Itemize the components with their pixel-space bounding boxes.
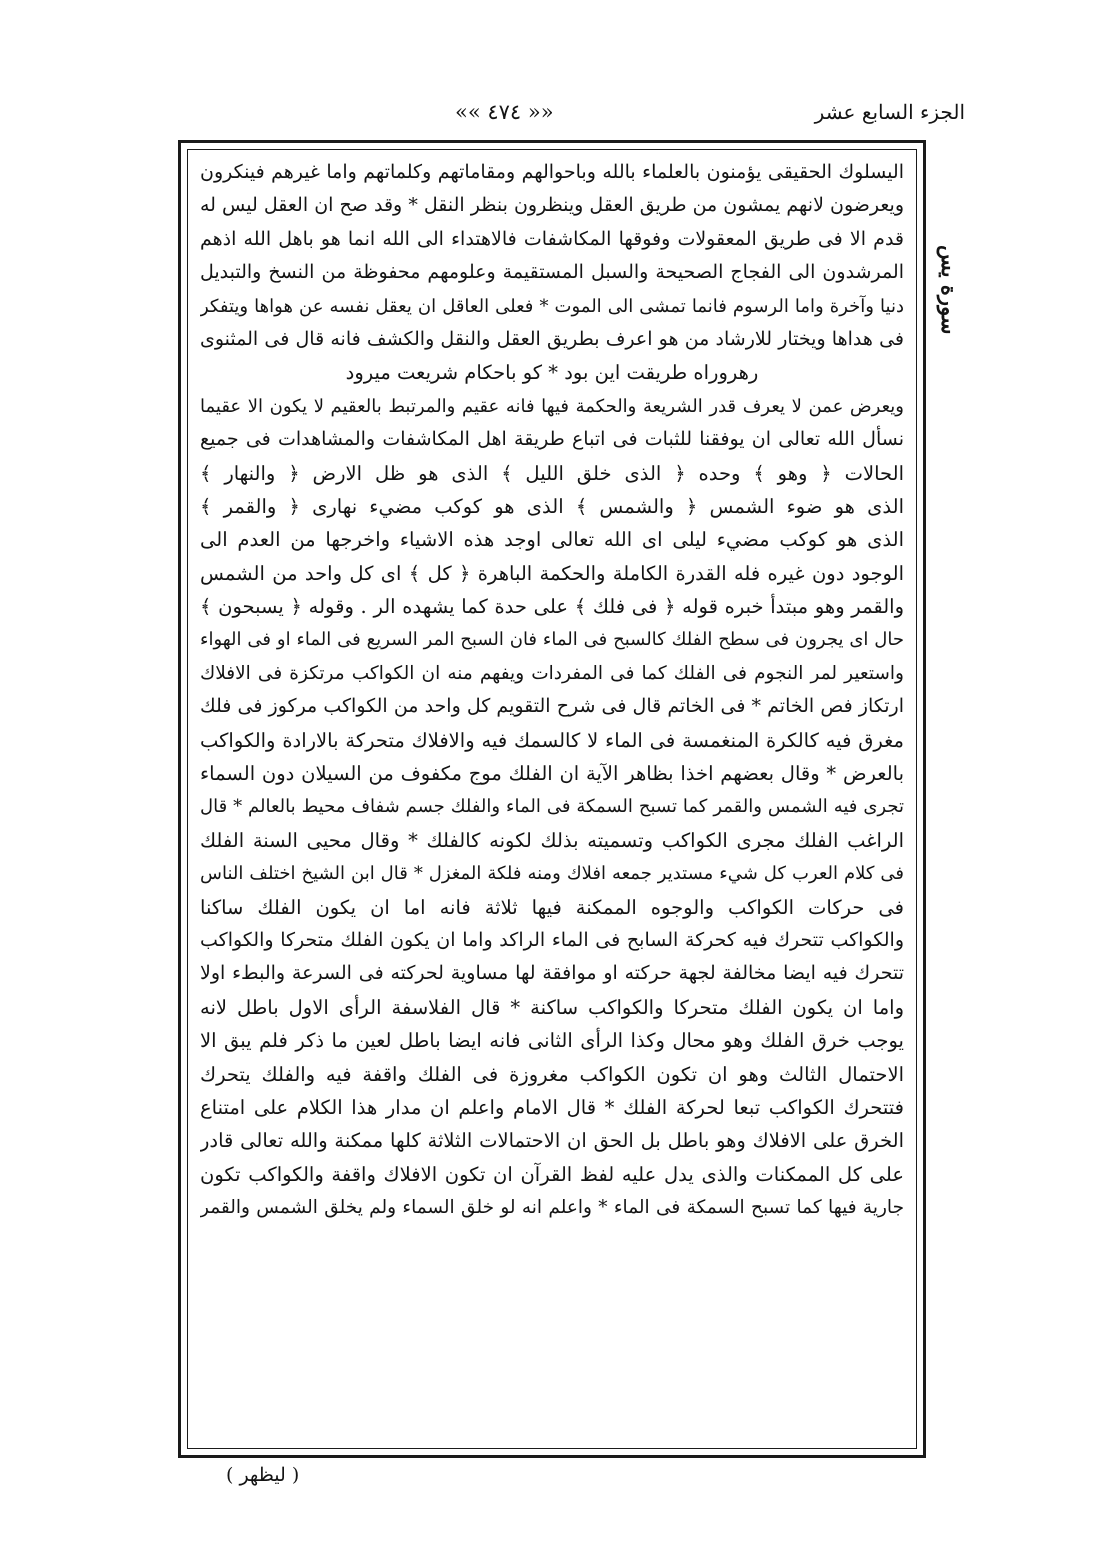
page-frame: [178, 140, 926, 1458]
text-line: والقمر وهو مبتدأ خبره قوله ﴿ فى فلك ﴾ على حدة كما يشهده الر . وقوله ﴿ يسبحون ﴾: [200, 595, 904, 619]
text-line: بالعرض * وقال بعضهم اخذا بظاهر الآية ان الفلك موج مكفوف من السيلان دون السماء: [200, 762, 904, 786]
text-line: اليسلوك الحقيقى يؤمنون بالعلماء بالله وباحوالهم ومقاماتهم وكلماتهم واما غيرهم فينكرون: [200, 161, 904, 183]
page-frame-inner: [187, 149, 917, 1449]
verse-line: رهروراه طريقت اين بود * كو باحكام شريعت ميرود: [345, 361, 759, 385]
text-line: حال اى يجرون فى سطح الفلك كالسبح فى الماء فان السبح المر السريع فى الماء او فى الهواء: [200, 629, 904, 651]
text-line: واستعير لمر النجوم فى الفلك كما فى المفردات ويفهم منه ان الكواكب مرتكزة فى الافلاك: [200, 662, 904, 684]
page-number: «« ٤٧٤ »»: [455, 100, 554, 124]
text-line: دنيا وآخرة واما الرسوم فانما تمشى الى الموت * فعلى العاقل ان يعقل نفسه عن هواها ويتفكر: [200, 295, 904, 317]
text-line: نسأل الله تعالى ان يوفقنا للثبات فى اتباع طريقة اهل المكاشفات والمشاهدات فى جميع: [200, 428, 904, 451]
text-line: الذى هو ضوء الشمس ﴿ والشمس ﴾ الذى هو كوكب مضيء نهارى ﴿ والقمر ﴾: [200, 494, 904, 518]
text-line: ويعرض عمن لا يعرف قدر الشريعة والحكمة فيها فانه عقيم والمرتبط بالعقيم لا يكون الا عقيما: [200, 395, 904, 417]
text-line: فى هداها ويختار للارشاد من هو اعرف بطريق العقل والنقل والكشف فانه قال فى المثنوى: [200, 327, 904, 350]
text-line: ويعرضون لانهم يمشون من طريق العقل وينظرون بنظر النقل * وقد صح ان العقل ليس له: [200, 194, 904, 217]
text-line: فى حركات الكواكب والوجوه الممكنة فيها ثلاثة فانه اما ان يكون الفلك ساكنا: [200, 895, 904, 919]
text-line: المرشدون الى الفجاج الصحيحة والسبل المستقيمة وعلومهم محفوظة من النسخ والتبديل: [200, 261, 904, 284]
text-line: ارتكاز فص الخاتم * فى الخاتم قال فى شرح التقويم كل واحد من الكواكب مركوز فى فلك: [200, 695, 904, 718]
text-line: يوجب خرق الفلك وهو محال وكذا الرأى الثانى فانه ايضا باطل لعين ما ذكر فلم يبق الا: [200, 1029, 904, 1053]
text-line: جارية فيها كما تسبح السمكة فى الماء * واعلم انه لو خلق السماء ولم يخلق الشمس والقمر: [200, 1197, 904, 1219]
text-line: تتحرك فيه ايضا مخالفة لجهة حركته او موافقة لها مساوية لحركته فى السرعة والبطء اولا: [200, 962, 904, 985]
margin-note: سورة يس: [937, 245, 962, 335]
text-line: الوجود دون غيره فله القدرة الكاملة والحكمة الباهرة ﴿ كل ﴾ اى كل واحد من الشمس: [200, 561, 904, 585]
text-line: تجرى فيه الشمس والقمر كما تسبح السمكة فى الماء والفلك جسم شفاف محيط بالعالم * قال: [200, 796, 904, 818]
text-line: فتتحرك الكواكب تبعا لحركة الفلك * قال الامام واعلم ان مدار هذا الكلام على امتناع: [200, 1095, 904, 1119]
text-line: على كل الممكنات والذى يدل عليه لفظ القرآن ان تكون الافلاك واقفة والكواكب تكون: [200, 1162, 904, 1186]
catchword: ( ليظهر ): [226, 1464, 300, 1486]
text-line: الحالات ﴿ وهو ﴾ وحده ﴿ الذى خلق الليل ﴾ الذى هو ظل الارض ﴿ والنهار ﴾: [200, 461, 904, 485]
text-line: مغرق فيه كالكرة المنغمسة فى الماء لا كالسمك فيه والافلاك متحركة بالارادة والكواكب: [200, 728, 904, 752]
text-line: قدم الا فى طريق المعقولات وفوقها المكاشفات فالاهتداء الى الله انما هو باهل الله اذهم: [200, 227, 904, 250]
text-line: والكواكب تتحرك فيه كحركة السابح فى الماء الراكد واما ان يكون الفلك متحركا والكواكب: [200, 928, 904, 951]
text-line: الاحتمال الثالث وهو ان تكون الكواكب مغروزة فى الفلك واقفة فيه والفلك يتحرك: [200, 1062, 904, 1086]
page-header: [175, 98, 965, 138]
text-line: الراغب الفلك مجرى الكواكب وتسميته بذلك لكونه كالفلك * وقال محيى السنة الفلك: [200, 828, 904, 852]
text-line: الذى هو كوكب مضيء ليلى اى الله تعالى اوجد هذه الاشياء واخرجها من العدم الى: [200, 528, 904, 552]
body-text: [200, 156, 904, 1225]
running-head: الجزء السابع عشر: [814, 100, 965, 124]
text-line: فى كلام العرب كل شيء مستدير جمعه افلاك ومنه فلكة المغزل * قال ابن الشيخ اختلف الناس: [200, 863, 904, 885]
text-line: واما ان يكون الفلك متحركا والكواكب ساكنة * قال الفلاسفة الرأى الاول باطل لانه: [200, 995, 904, 1019]
text-line: الخرق على الافلاك وهو باطل بل الحق ان الاحتمالات الثلاثة كلها ممكنة والله تعالى قادر: [200, 1129, 904, 1153]
